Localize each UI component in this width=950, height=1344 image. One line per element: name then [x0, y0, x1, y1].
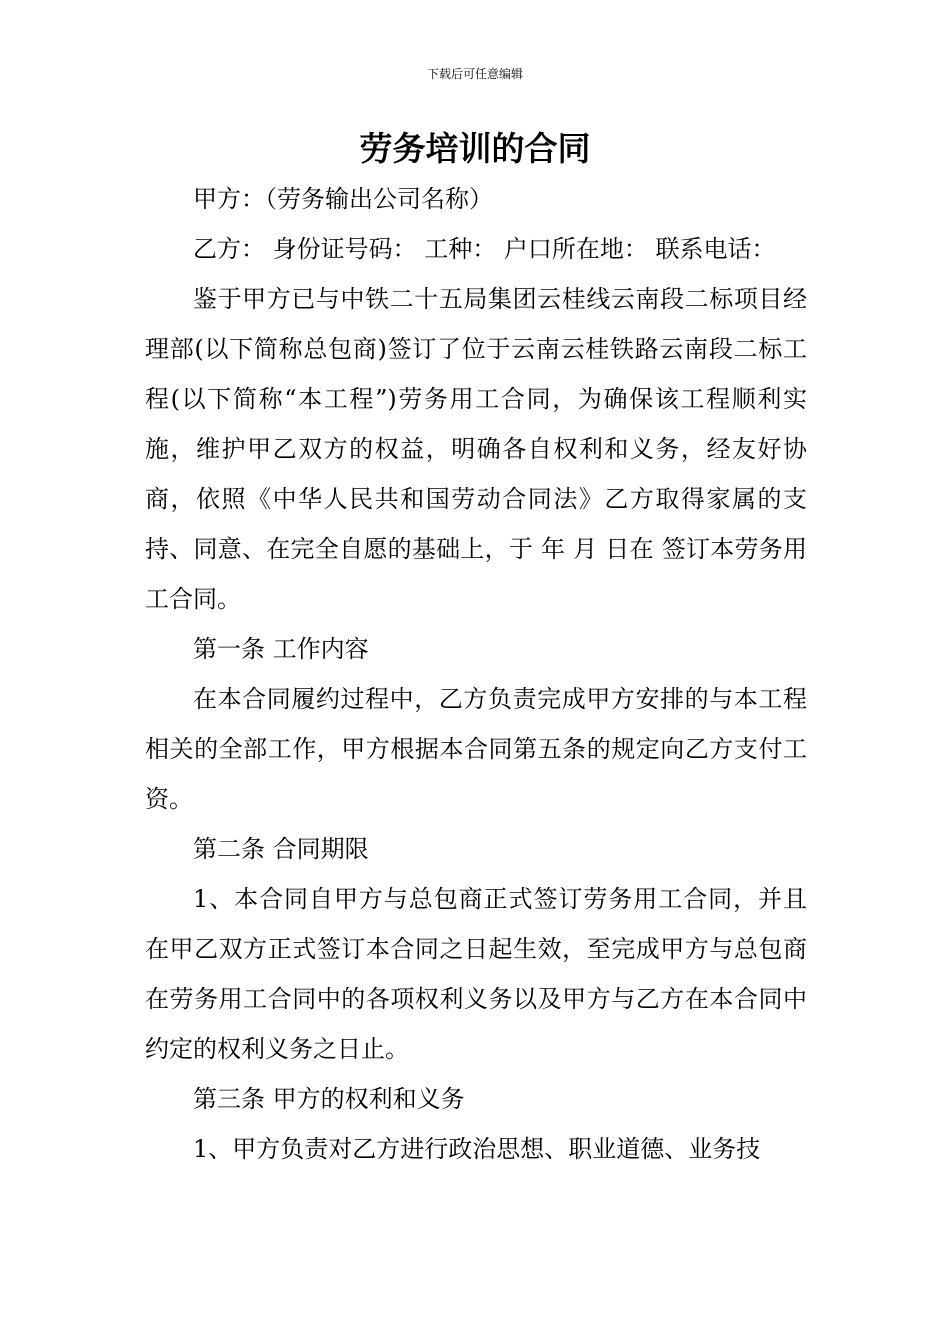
preamble-paragraph: 鉴于甲方已与中铁二十五局集团云桂线云南段二标项目经理部(以下简称总包商)签订了位于云南云桂铁路云南段二标工程(以下简称“本工程”)劳务用工合同，为确保该工程顺利实施，维护甲乙双方的权益，明确各自权利和义务，经友好协商，依照《中华人民共和国劳动合同法》乙方取得家属的支持、同意、在完全自愿的基础上，于 年 月 日在 签订本劳务用工合同。 [145, 285, 807, 613]
article-3-paragraph: 1、甲方负责对乙方进行政治思想、职业道德、业务技 [193, 1135, 761, 1163]
article-1-paragraph: 在本合同履约过程中，乙方负责完成甲方安排的与本工程相关的全部工作，甲方根据本合同第五条的规定向乙方支付工资。 [145, 685, 807, 813]
party-b-line: 乙方： 身份证号码： 工种： 户口所在地： 联系电话： [193, 235, 776, 263]
document-title: 劳务培训的合同 [359, 129, 591, 168]
article-3-heading: 第三条 甲方的权利和义务 [193, 1085, 465, 1113]
article-1-heading: 第一条 工作内容 [193, 635, 369, 663]
article-2-paragraph: 1、本合同自甲方与总包商正式签订劳务用工合同，并且在甲乙双方正式签订本合同之日起生效，至完成甲方与总包商在劳务用工合同中的各项权利义务以及甲方与乙方在本合同中约定的权利义务之日止。 [145, 885, 807, 1063]
article-2-heading: 第二条 合同期限 [193, 835, 369, 863]
header-note: 下载后可任意编辑 [426, 67, 523, 81]
party-a-line: 甲方：（劳务输出公司名称） [193, 185, 493, 213]
document-body [145, 174, 807, 1174]
